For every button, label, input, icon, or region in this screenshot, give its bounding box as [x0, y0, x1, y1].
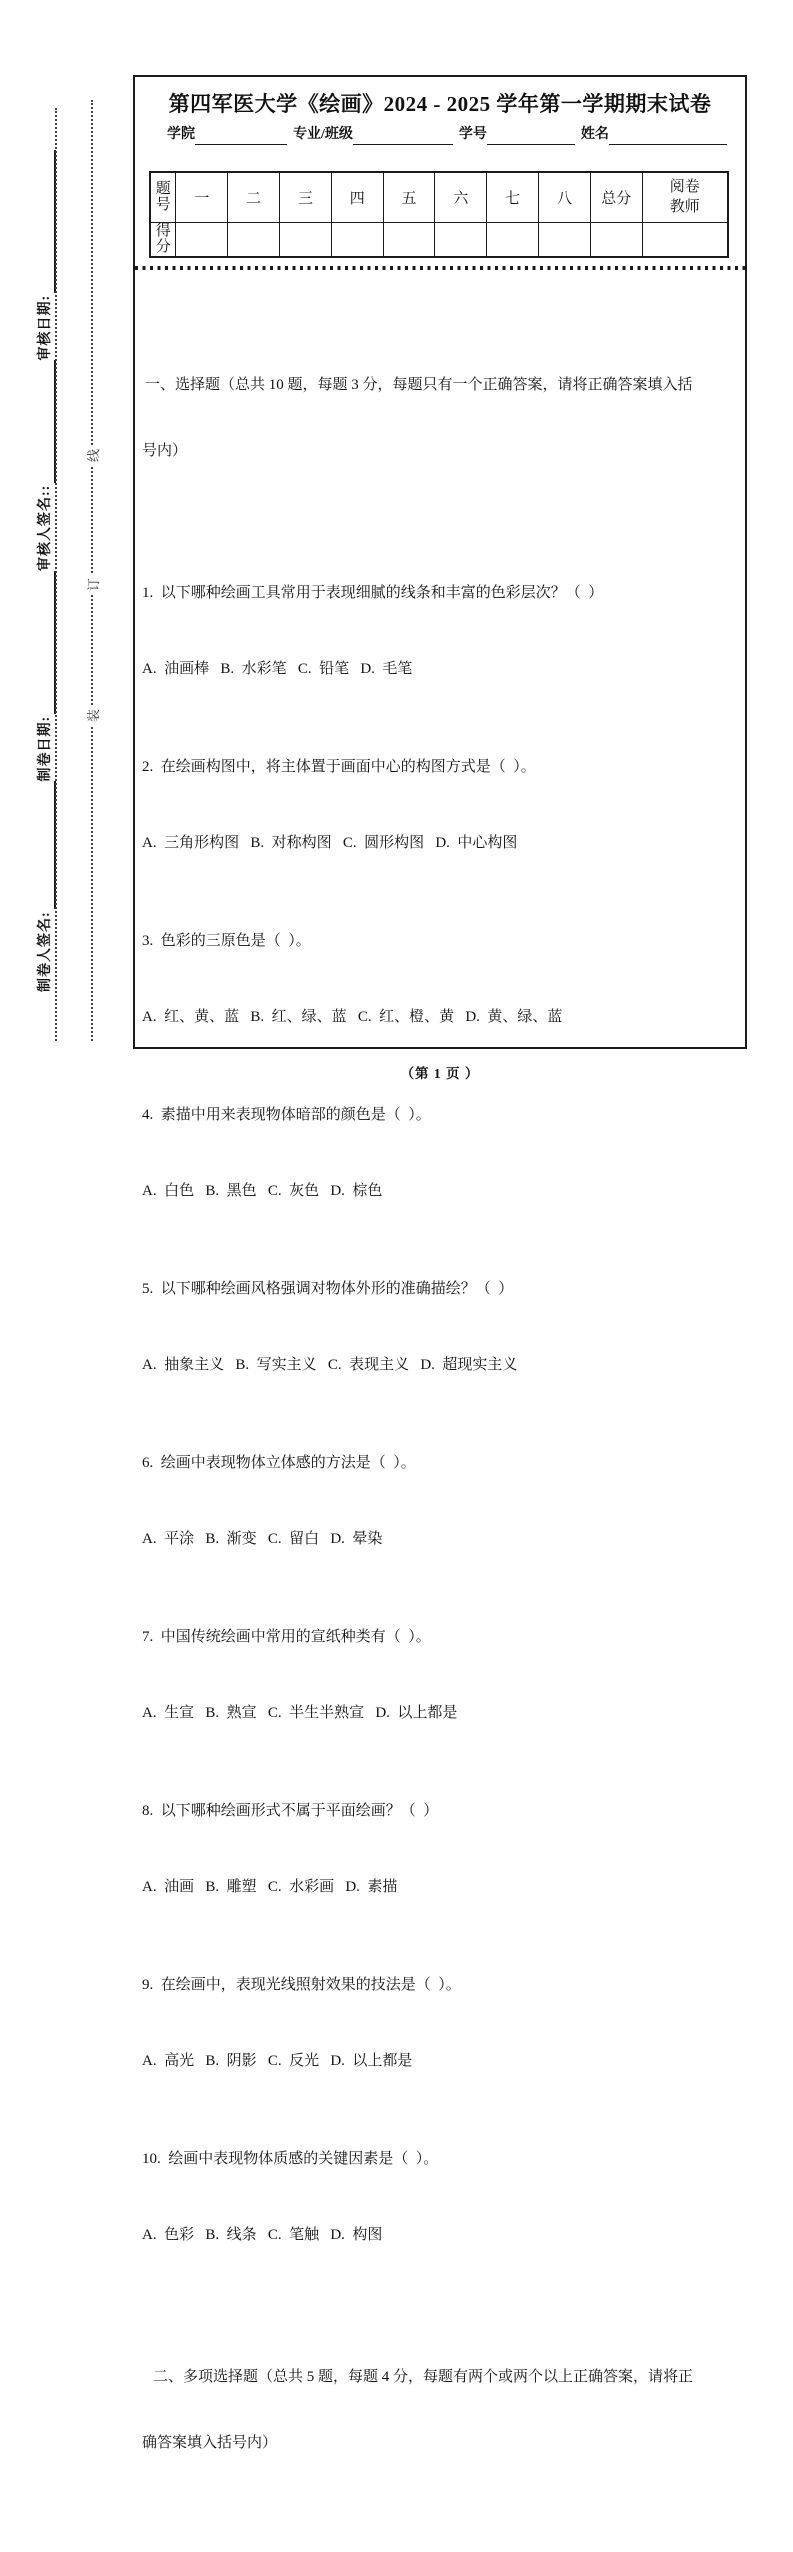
question-6: 6. 绘画中表现物体立体感的方法是（ ）。 [142, 1455, 416, 1471]
margin-signature-strip [18, 150, 56, 992]
question-8: 8. 以下哪种绘画形式不属于平面绘画？（ ） [142, 1803, 439, 1819]
question-4: 4. 素描中用来表现物体暗部的颜色是（ ）。 [142, 1107, 431, 1123]
section1-heading-line2: 号内） [142, 443, 188, 459]
question-7: 7. 中国传统绘画中常用的宣纸种类有（ ）。 [142, 1629, 431, 1645]
score-cell-total[interactable] [590, 222, 642, 257]
student-info-row [167, 125, 729, 145]
question-6-options: A. 平涂 B. 渐变 C. 留白 D. 晕染 [142, 1531, 383, 1547]
questions-area [142, 286, 731, 2552]
col-5-header-cell: 五 [383, 172, 435, 222]
total-score-header-cell: 总分 [590, 172, 642, 222]
question-5: 5. 以下哪种绘画风格强调对物体外形的准确描绘？（ ） [142, 1281, 514, 1297]
question-9: 9. 在绘画中，表现光线照射效果的技法是（ ）。 [142, 1977, 461, 1993]
col-8-header-cell: 八 [539, 172, 591, 222]
question-7-options: A. 生宣 B. 熟宣 C. 半生半熟宣 D. 以上都是 [142, 1705, 458, 1721]
page-title: 第四军医大学《绘画》2024 - 2025 学年第一学期期末试卷 [168, 92, 712, 116]
col-4-header-cell: 四 [331, 172, 383, 222]
maker-date-blank[interactable] [38, 571, 56, 714]
score-table-score-row [150, 222, 728, 257]
name-blank-field[interactable] [609, 127, 727, 145]
question-10-options: A. 色彩 B. 线条 C. 笔触 D. 构图 [142, 2227, 383, 2243]
question-3: 3. 色彩的三原色是（ ）。 [142, 933, 311, 949]
major-class-blank-field[interactable] [353, 127, 453, 145]
reviewer-signature-group [36, 361, 56, 572]
maker-date-label: 制卷日期: [38, 715, 53, 782]
question-3-options: A. 红、黄、蓝 B. 红、绿、蓝 C. 红、橙、黄 D. 黄、绿、蓝 [142, 1009, 563, 1025]
binding-char-bind: 装 [84, 706, 103, 725]
col-7-header-cell: 七 [487, 172, 539, 222]
maker-signature-blank[interactable] [38, 782, 56, 910]
score-cell-5[interactable] [383, 222, 435, 257]
page-number: （第 1 页 ） [400, 1066, 480, 1081]
dotted-separator [135, 266, 745, 270]
score-cell-6[interactable] [435, 222, 487, 257]
binding-dotted-line-outer [86, 100, 101, 1041]
maker-signature-group [36, 782, 56, 993]
score-cell-1[interactable] [176, 222, 228, 257]
question-4-options: A. 白色 B. 黑色 C. 灰色 D. 棕色 [142, 1183, 383, 1199]
question-8-options: A. 油画 B. 雕塑 C. 水彩画 D. 素描 [142, 1879, 398, 1895]
section2-heading-line1: 二、多项选择题（总共 5 题，每题 4 分，每题有两个或两个以上正确答案，请将正 [153, 2369, 694, 2385]
col-6-header-cell: 六 [435, 172, 487, 222]
section1-heading [142, 330, 731, 506]
review-date-label: 审核日期: [38, 294, 53, 361]
college-blank-field[interactable] [195, 127, 287, 145]
score-table [149, 171, 729, 258]
col-3-header-cell: 三 [280, 172, 332, 222]
binding-char-line: 线 [84, 446, 103, 465]
question-1: 1. 以下哪种绘画工具常用于表现细腻的线条和丰富的色彩层次？（ ） [142, 585, 604, 601]
student-id-blank-field[interactable] [487, 127, 575, 145]
col-2-header-cell: 二 [228, 172, 280, 222]
score-cell-4[interactable] [331, 222, 383, 257]
question-5-options: A. 抽象主义 B. 写实主义 C. 表现主义 D. 超现实主义 [142, 1357, 518, 1373]
name-label: 姓名 [580, 127, 609, 142]
reviewer-signature-blank[interactable] [38, 361, 56, 483]
question-1-options: A. 油画棒 B. 水彩笔 C. 铅笔 D. 毛笔 [142, 661, 413, 677]
major-class-label: 专业/班级 [293, 127, 353, 142]
score-cell-grader[interactable] [642, 222, 728, 257]
score-cell-3[interactable] [280, 222, 332, 257]
binding-char-staple: 订 [84, 575, 103, 594]
col-1-header-cell: 一 [176, 172, 228, 222]
score-cell-7[interactable] [487, 222, 539, 257]
question-2-options: A. 三角形构图 B. 对称构图 C. 圆形构图 D. 中心构图 [142, 835, 518, 851]
question-number-header-cell: 题号 [150, 172, 176, 222]
question-2: 2. 在绘画构图中，将主体置于画面中心的构图方式是（ ）。 [142, 759, 536, 775]
question-9-options: A. 高光 B. 阴影 C. 反光 D. 以上都是 [142, 2053, 413, 2069]
section1-heading-line1: 一、选择题（总共 10 题，每题 3 分，每题只有一个正确答案，请将正确答案填入括 [145, 377, 693, 393]
section2-heading-line2: 确答案填入括号内） [142, 2435, 278, 2451]
maker-signature-label: 制卷人签名: [38, 911, 53, 992]
college-label: 学院 [167, 127, 195, 142]
score-row-label-cell: 得分 [150, 222, 176, 257]
review-date-group [36, 150, 56, 361]
binding-dotted-line-inner [55, 108, 57, 1041]
score-cell-2[interactable] [228, 222, 280, 257]
reviewer-signature-label: 审核人签名:: [38, 484, 53, 571]
score-cell-8[interactable] [539, 222, 591, 257]
grader-header-cell: 阅卷教师 [642, 172, 728, 222]
maker-date-group [36, 571, 56, 782]
section2-heading [142, 2322, 731, 2498]
review-date-blank[interactable] [38, 150, 56, 293]
score-table-header-row [150, 172, 728, 222]
question-10: 10. 绘画中表现物体质感的关键因素是（ ）。 [142, 2151, 439, 2167]
student-id-label: 学号 [458, 127, 487, 142]
